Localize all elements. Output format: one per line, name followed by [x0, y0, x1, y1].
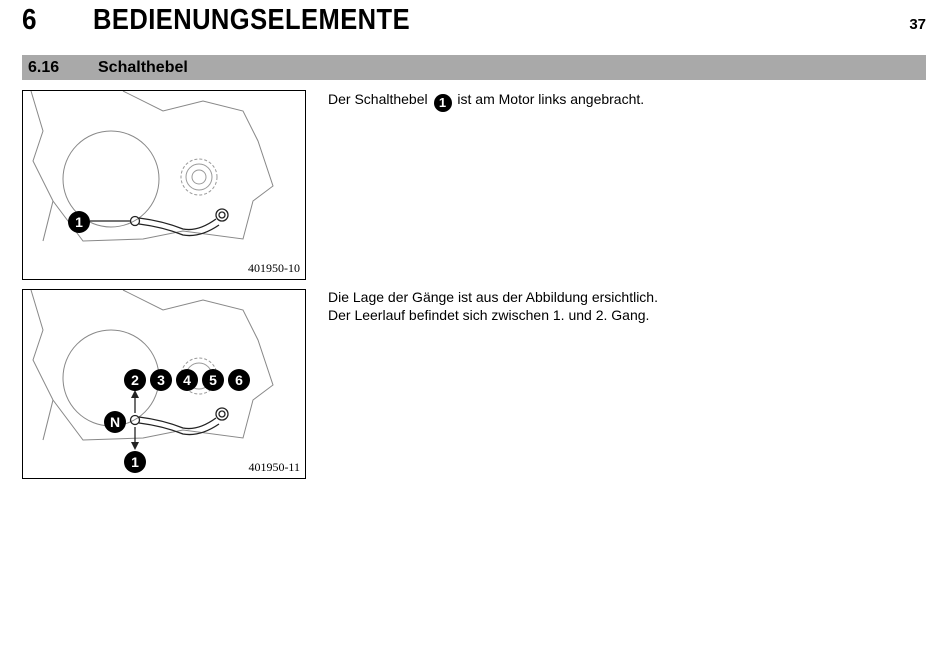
section-title: Schalthebel: [98, 59, 188, 76]
chapter-title: BEDIENUNGSELEMENTE: [93, 4, 411, 36]
gear-icon: [181, 159, 217, 195]
engine-illustration: [23, 91, 307, 281]
para1-text-before: Der Schalthebel: [328, 91, 428, 107]
page-number: 37: [909, 16, 926, 33]
svg-text:6: 6: [235, 372, 243, 388]
figure-shift-lever-location: [22, 90, 306, 280]
callout-gear-4: [176, 369, 198, 391]
callout-1: [68, 211, 90, 233]
callout-gear-2: [124, 369, 146, 391]
callout-gear-3: [150, 369, 172, 391]
callout-gear-1: [124, 451, 146, 473]
svg-text:2: 2: [131, 372, 139, 388]
callout-neutral: [104, 411, 126, 433]
chapter-number: 6: [22, 4, 37, 36]
svg-text:1: 1: [131, 454, 139, 470]
callout-gear-6: [228, 369, 250, 391]
para1-text-after: ist am Motor links angebracht.: [457, 91, 645, 107]
figure-label: 401950-11: [248, 460, 300, 474]
paragraph-lever-location: [328, 90, 644, 112]
section-number: 6.16: [28, 59, 60, 76]
figure-label: 401950-10: [248, 261, 300, 275]
para2-line2: Der Leerlauf befindet sich zwischen 1. und 2. Gang.: [328, 307, 650, 323]
para2-line1: Die Lage der Gänge ist aus der Abbildung ersichtlich.: [328, 289, 658, 305]
svg-text:4: 4: [183, 372, 191, 388]
svg-text:3: 3: [157, 372, 165, 388]
callout-gear-5: [202, 369, 224, 391]
svg-text:N: N: [109, 414, 121, 430]
section-header-bar: [22, 55, 926, 80]
callout-badge: 1: [434, 94, 452, 112]
engine-illustration: [23, 290, 307, 480]
figure-gear-positions: [22, 289, 306, 479]
svg-text:1: 1: [75, 214, 83, 230]
svg-text:5: 5: [209, 372, 217, 388]
paragraph-gear-positions: [328, 288, 658, 324]
